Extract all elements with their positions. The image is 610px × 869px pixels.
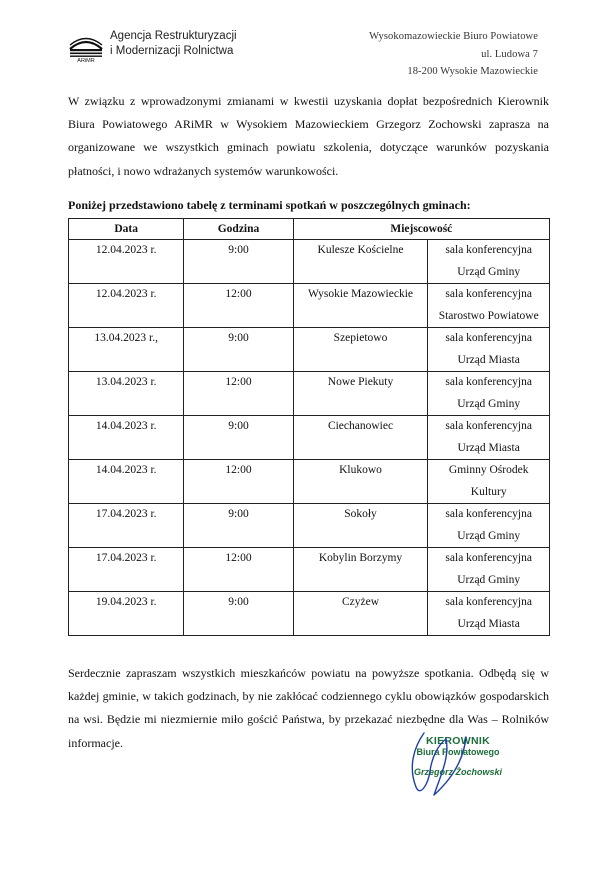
venue-room: sala konferencyjna [445,508,532,520]
office-name: Wysokomazowieckie Biuro Powiatowe [369,31,538,42]
cell-town: Sokoły [293,504,428,548]
cell-town: Wysokie Mazowieckie [293,284,428,328]
meeting-schedule-table [68,218,550,636]
cell-town: Klukowo [293,460,428,504]
cell-time: 12:00 [184,284,293,328]
venue-building: Urząd Gminy [457,397,521,410]
table-row [69,504,550,548]
stamp-title: KIEROWNIK [426,735,490,747]
cell-date: 17.04.2023 r. [69,504,184,548]
table-row [69,372,550,416]
agency-name-line2: i Modernizacji Rolnictwa [110,45,234,57]
venue-building: Urząd Miasta [457,617,520,630]
closing-paragraph: Serdecznie zapraszam wszystkich mieszkańców powiatu na powyższe spotkania. Odbędą się w każdej gminie, w takich godzinach, by nie zakłócać codziennego cyklu obowiązków gospodarskich na wsi. Będzie mi niezmiernie miło gościć Państwa, by przekazać niezbędne dla Was – Rolników informacje. [68,666,549,750]
cell-time: 12:00 [184,548,293,592]
venue-building: Urząd Miasta [457,441,520,454]
cell-venue [428,460,550,504]
logo-caption: ARiMR [77,58,95,63]
venue-building: Urząd Miasta [457,353,520,366]
cell-time: 9:00 [184,592,293,636]
stamp-name: Grzegorz Żochowski [413,767,502,777]
venue-room: Gminny Ośrodek [448,464,529,476]
cell-date: 13.04.2023 r. [69,372,184,416]
cell-date: 13.04.2023 r., [69,328,184,372]
cell-date: 17.04.2023 r. [69,548,184,592]
venue-building: Urząd Gminy [457,573,521,586]
venue-room: sala konferencyjna [445,376,532,388]
cell-time: 9:00 [184,416,293,460]
cell-time: 9:00 [184,240,293,284]
cell-venue [428,328,550,372]
cell-date: 19.04.2023 r. [69,592,184,636]
cell-time: 9:00 [184,328,293,372]
cell-venue [428,240,550,284]
venue-building: Kultury [470,485,507,498]
agency-name-line1: Agencja Restrukturyzacji [110,30,237,42]
venue-building: Urząd Gminy [457,265,521,278]
venue-room: sala konferencyjna [445,596,532,608]
handwritten-signature [394,727,504,802]
cell-venue [428,416,550,460]
table-heading: Poniżej przedstawiono tabelę z terminami spotkań w poszczególnych gminach: [68,198,471,212]
intro-paragraph: W związku z wprowadzonymi zmianami w kwestii uzyskania dopłat bezpośrednich Kierownik Biura Powiatowego ARiMR w Wysokiem Mazowieckiem Grzegorz Zochowski zaprasza na organizowane we wszystkich gminach powiatu szkolenia, dotyczące warunków pozyskania płatności, i nowo wdrażanych systemów warunkowości. [68,94,549,178]
venue-room: sala konferencyjna [445,288,532,300]
cell-time: 9:00 [184,504,293,548]
table-row [69,460,550,504]
cell-time: 12:00 [184,460,293,504]
arimr-logo-icon [68,29,104,63]
cell-date: 14.04.2023 r. [69,460,184,504]
cell-town: Kobylin Borzymy [293,548,428,592]
office-city: 18-200 Wysokie Mazowieckie [407,66,538,77]
office-street: ul. Ludowa 7 [481,48,538,60]
table-row [69,592,550,636]
table-header-row [69,219,550,240]
cell-town: Czyżew [293,592,428,636]
cell-venue [428,592,550,636]
office-address [369,28,538,81]
cell-venue [428,548,550,592]
cell-venue [428,372,550,416]
table-row [69,328,550,372]
venue-room: sala konferencyjna [445,332,532,344]
cell-venue [428,284,550,328]
header-date: Data [69,219,184,240]
agency-logo [68,27,243,67]
table-row [69,548,550,592]
venue-room: sala konferencyjna [445,552,532,564]
table-row [69,416,550,460]
venue-room: sala konferencyjna [445,244,532,256]
venue-room: sala konferencyjna [445,420,532,432]
venue-building: Urząd Gminy [457,529,521,542]
header-location: Miejscowość [293,219,549,240]
table-row [69,284,550,328]
cell-town: Szepietowo [293,328,428,372]
stamp-office: Biura Powiatowego [416,747,500,757]
cell-time: 12:00 [184,372,293,416]
cell-venue [428,504,550,548]
cell-date: 12.04.2023 r. [69,284,184,328]
cell-town: Nowe Piekuty [293,372,428,416]
agency-name [110,29,237,59]
signature-block [388,735,528,795]
table-row [69,240,550,284]
venue-building: Starostwo Powiatowe [438,309,539,322]
cell-date: 12.04.2023 r. [69,240,184,284]
cell-town: Ciechanowiec [293,416,428,460]
cell-town: Kulesze Kościelne [293,240,428,284]
cell-date: 14.04.2023 r. [69,416,184,460]
header-time: Godzina [184,219,293,240]
